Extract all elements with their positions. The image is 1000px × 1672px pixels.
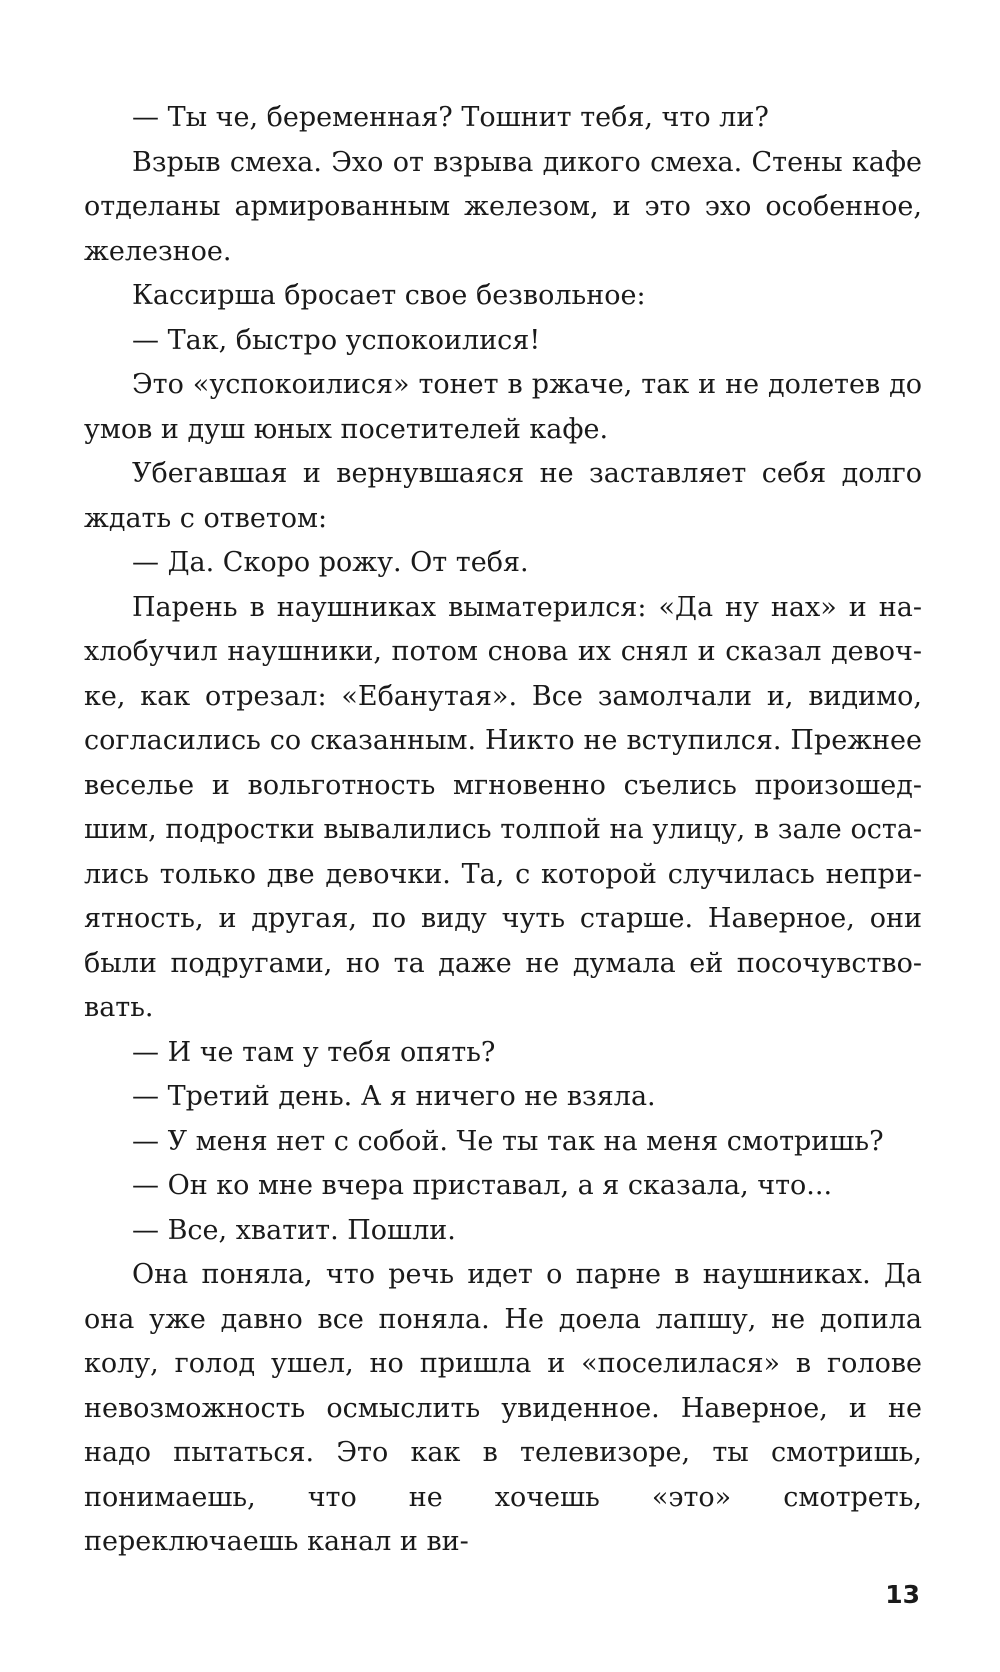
paragraph: Она поняла, что речь идет о парне в наушниках. Да она уже давно все поняла. Не доела лапшу, не допила колу, голод ушел, но пришла и «поселилася» в голове невозможность осмыслить увиденное. Наверное, и не надо пытаться. Это как в телевизоре, ты смотришь, понимаешь, что не хочешь «это» смотреть, переключаешь канал и ви- xyxy=(84,1259,922,1557)
paragraph: Кассирша бросает свое безвольное: xyxy=(132,280,646,311)
paragraph: — Да. Скоро рожу. От тебя. xyxy=(132,547,529,578)
paragraph: Взрыв смеха. Эхо от взрыва дикого смеха. Стены кафе отделаны армированным железом, и это эхо особенное, железное. xyxy=(84,146,922,267)
paragraph: — И че там у тебя опять? xyxy=(132,1036,496,1068)
paragraph: Убегавшая и вернувшаяся не заставляет себя долго ждать с ответом: xyxy=(84,458,922,534)
paragraph: — Он ко мне вчера приставал, а я сказала, что... xyxy=(132,1170,833,1201)
paragraph: Это «успокоилися» тонет в ржаче, так и не долетев до умов и душ юных посетителей кафе. xyxy=(84,369,922,445)
paragraph: — Ты че, беременная? Тошнит тебя, что ли? xyxy=(132,102,769,133)
page-text xyxy=(84,96,922,1565)
paragraph: — Все, хватит. Пошли. xyxy=(132,1214,456,1246)
paragraph: — Третий день. А я ничего не взяла. xyxy=(132,1081,656,1112)
paragraph: — У меня нет с собой. Че ты так на меня смотришь? xyxy=(132,1125,884,1157)
paragraph: Парень в наушниках выматерился: «Да ну нах» и нахлобучил наушники, потом снова их снял и сказал девочке, как отрезал: «Ебанутая». Все замолчали и, видимо, согласились со сказанным. Никто не вступился. Прежнее веселье и вольготность мгновенно съелись произошедшим, подростки вывалились толпой на улицу, в зале остались только две девочки. Та, с которой случилась неприятность, и другая, по виду чуть старше. Наверное, они были подругами, но та даже не думала ей посочувствовать. xyxy=(84,591,922,1023)
page-number: 13 xyxy=(885,1580,920,1609)
paragraph: — Так, быстро успокоилися! xyxy=(132,324,541,356)
